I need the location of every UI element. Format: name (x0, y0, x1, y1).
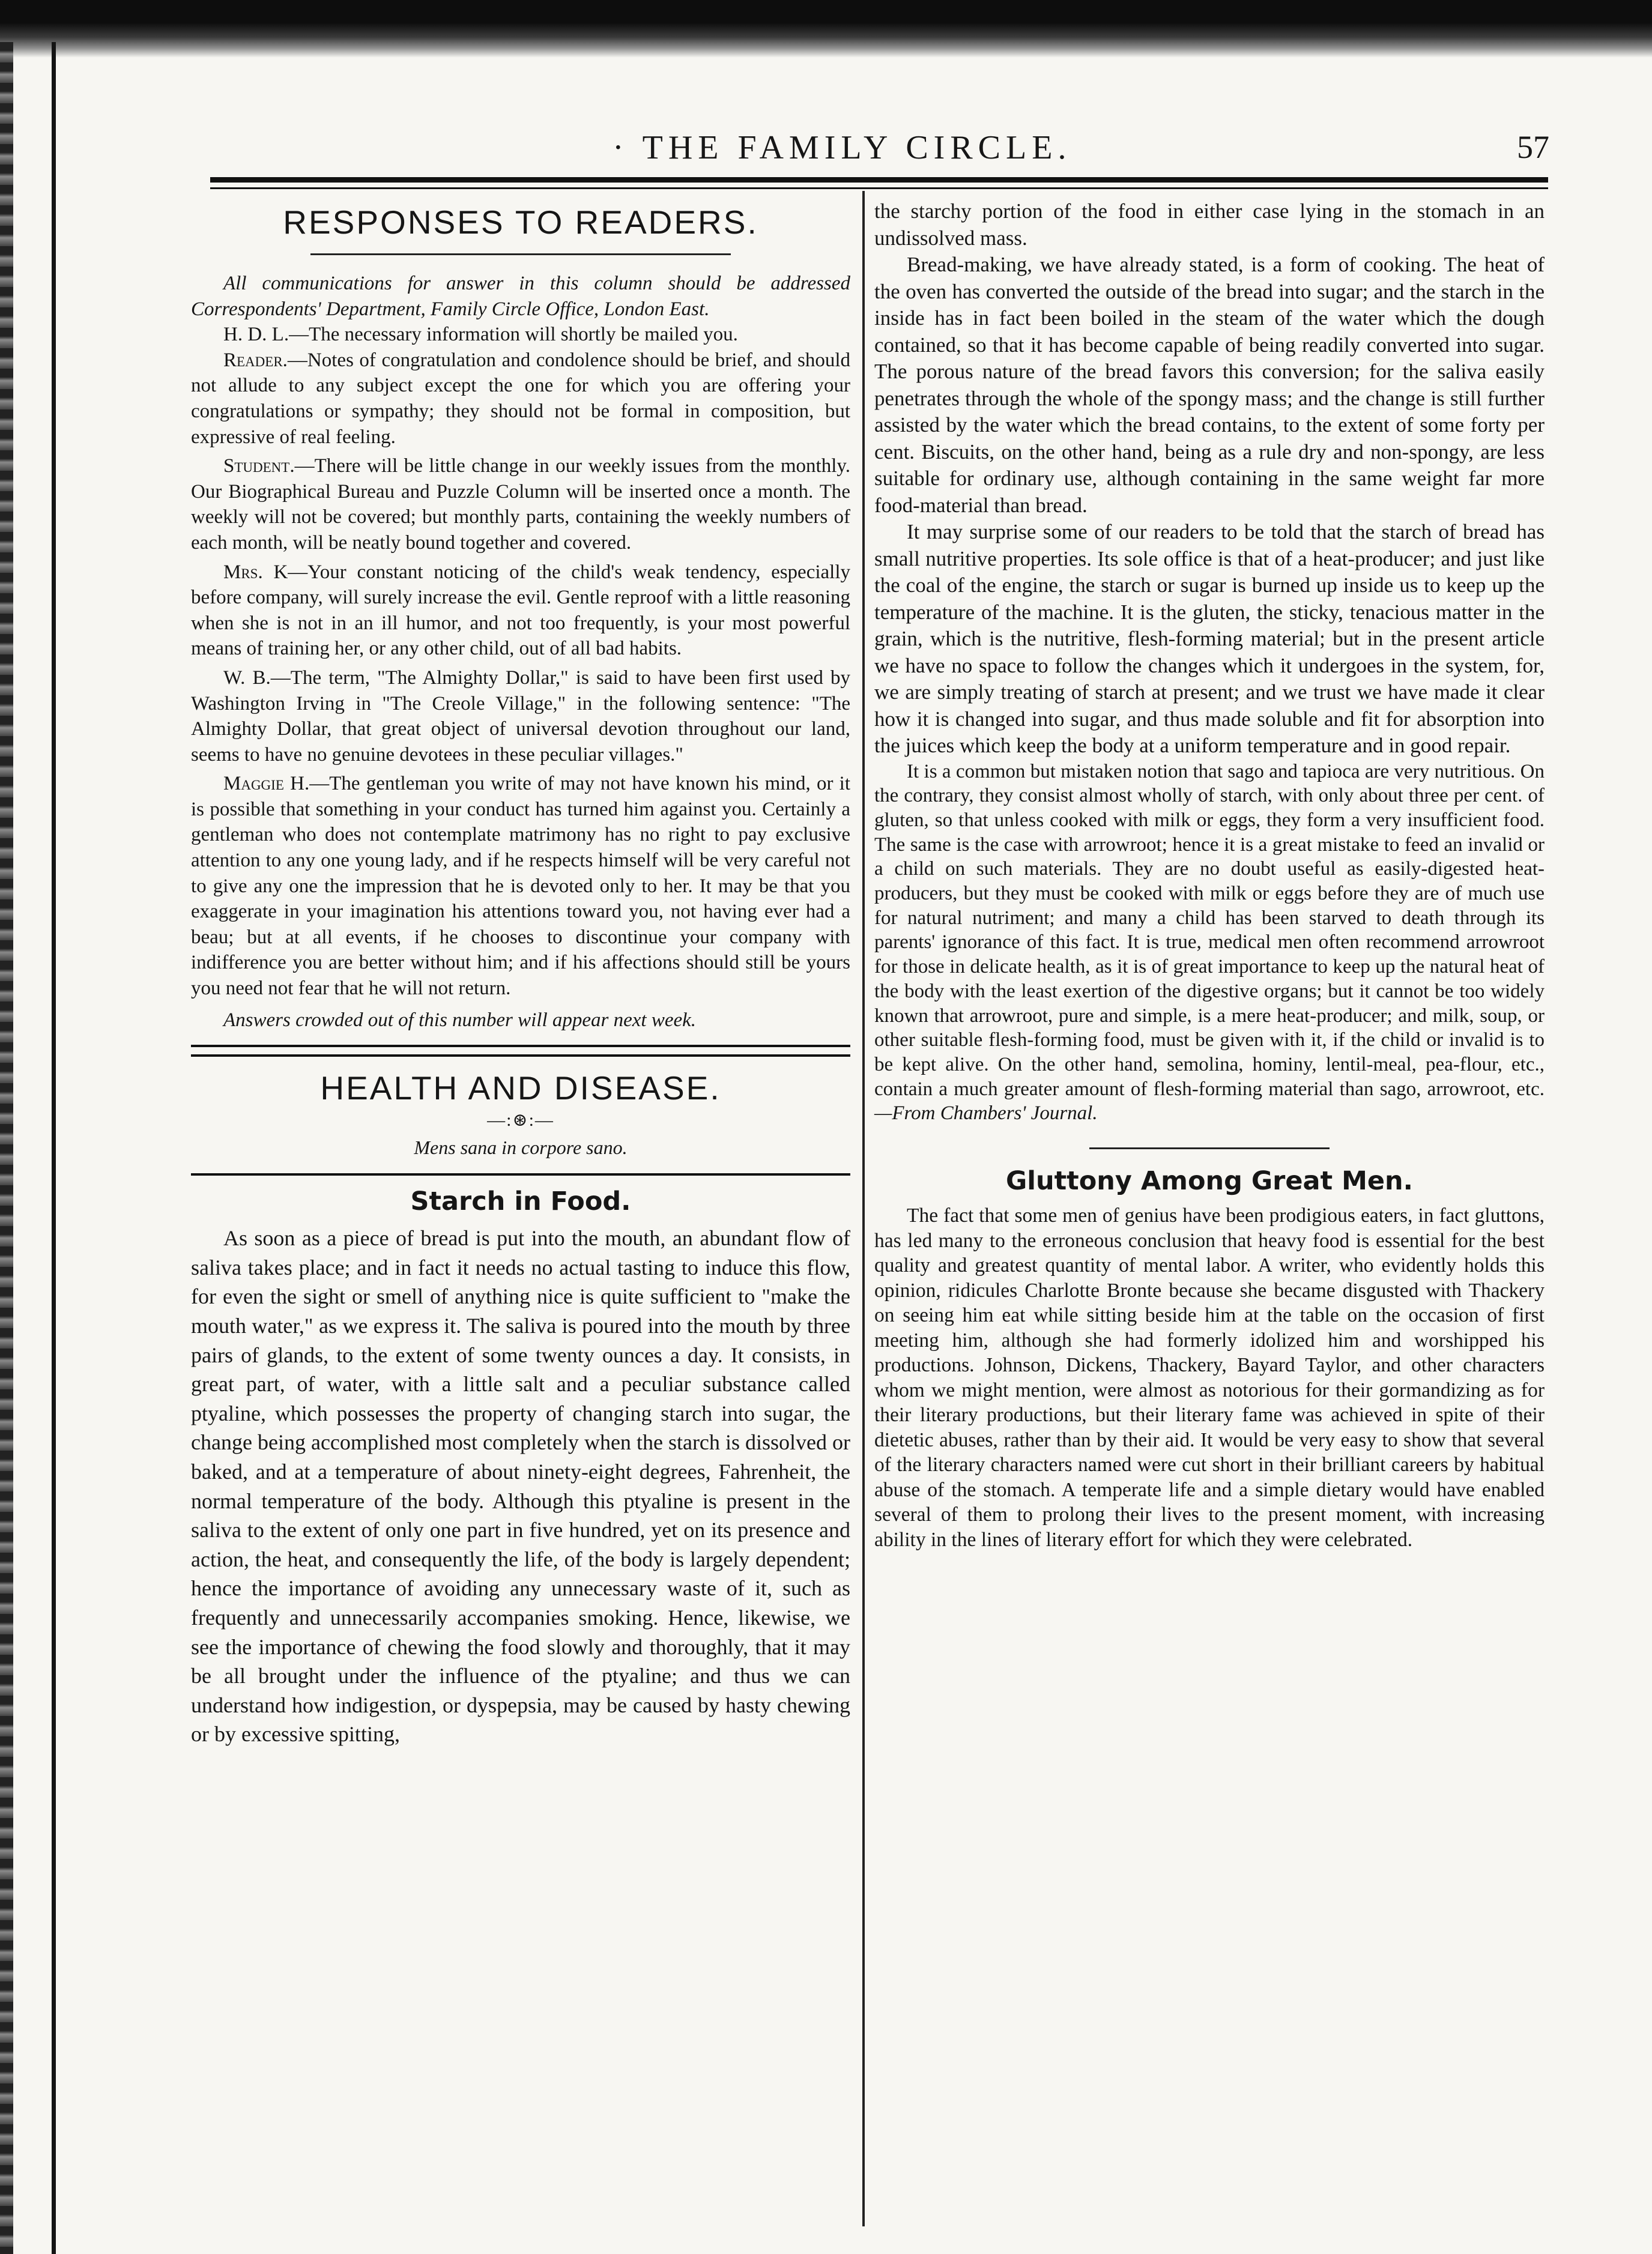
gluttony-paragraph: The fact that some men of genius have been prodigious eaters, in fact gluttons, has led many to the erroneous conclusion that heavy food is essential for the best quality and greatest quantity of mental labor. A writer, who evidently holds this opinion, ridicules Charlotte Bronte because she became disgusted with Thackery on seeing him eat while sitting beside him at the table on the occasion of first meeting him, although she had formerly idolized him and worshipped his productions. Johnson, Dickens, Thackery, Bayard Taylor, and other characters whom we might mention, were almost as notorious for their gormandizing as for their literary productions, but their literary fame was achieved in spite of their dietetic abuses, rather than by their aid. It would be very easy to show that several of the literary characters named were cut short in their brilliant careers by habitual abuse of the stomach. A temperate life and a simple dietary would have enabled several of them to prolong their lives to the present moment, with increasing ability in the lines of literary effort for which they were celebrated. (874, 1204, 1545, 1551)
response-name: Student. (223, 455, 295, 477)
response-wb (191, 665, 850, 767)
binding-shadow (0, 42, 13, 2254)
ornament: —:⊛:— (487, 1110, 554, 1131)
page-number: 57 (1517, 129, 1549, 165)
running-title: · THE FAMILY CIRCLE. (613, 129, 1072, 166)
response-text: —There will be little change in our weekly issues from the monthly. Our Biographical Bureau and Puzzle Column will be inserted once a month. The weekly will not be covered; but monthly parts, containing the weekly numbers of each month, will be neatly bound together and covered. (191, 455, 850, 554)
running-head (192, 128, 1549, 171)
binding-rule (52, 42, 56, 2254)
head-rule (210, 177, 1548, 183)
response-student (191, 453, 850, 555)
response-name: H. D. L. (223, 324, 289, 346)
health-title: HEALTH AND DISEASE. (320, 1069, 721, 1107)
head-rule-thin (210, 187, 1548, 189)
starch-paragraph: As soon as a piece of bread is put into the mouth, an abundant flow of saliva takes place; and in fact it needs no actual tasting to induce this flow, for even the sight or smell of anything nice is quite sufficient to "make the mouth water," as we express it. The saliva is poured into the mouth by three pairs of glands, to the extent of some twenty ounces a day. It consists, in great part, of water, with a little salt and a peculiar substance called ptyaline, which possesses the property of changing starch into sugar, the change being accomplished most completely when the starch is dissolved or baked, and at a temperature of about ninety-eight degrees, Fahrenheit, the normal temperature of the body. Although this ptyaline is present in the saliva to the extent of only one part in five hundred, yet on its presence and action, the heat, and consequently the life, of the body is largely dependent; hence the importance of avoiding any unnecessary waste of it, such as frequently and unnecessarily accompanies smoking. Hence, likewise, we see the importance of chewing the food slowly and thoroughly, that it may be all brought under the influence of the ptyaline; and thus we can understand how indigestion, or dyspepsia, may be caused by hasty chewing or by excessive spitting, (191, 1226, 850, 1747)
starch-title: Starch in Food. (410, 1186, 631, 1217)
right-column (874, 198, 1545, 1552)
responses-intro: All communications for answer in this column should be addressed Correspondents' Department, Family Circle Office, London East. (191, 273, 850, 320)
response-reader (191, 348, 850, 450)
motto: Mens sana in corpore sano. (414, 1137, 628, 1159)
column-divider (862, 191, 865, 2226)
gluttony-title: Gluttony Among Great Men. (1005, 1166, 1413, 1197)
response-name: Maggie H. (223, 773, 310, 795)
starch-paragraph: Bread-making, we have already stated, is a form of cooking. The heat of the oven has converted the outside of the bread into sugar; and the starch in the inside has in fact been boiled in the steam of the water which the dough contained, so that it has become capable of being readily converted into sugar. The porous nature of the bread favors this conversion; for the saliva easily penetrates through the whole of the spongy mass; and the change is still further assisted by the water which the bread contains, to the extent of some forty per cent. Biscuits, on the other hand, being as a rule dry and non-spongy, are less suitable for ordinary use, although containing in the same weight far more food-material than bread. (874, 253, 1545, 517)
response-text: —The necessary information will shortly be mailed you. (289, 324, 738, 346)
section-rule (191, 1045, 850, 1057)
starch-source: —From Chambers' Journal. (874, 1102, 1098, 1125)
motto-rule (191, 1173, 850, 1176)
starch-paragraph-text: It is a common but mistaken notion that sago and tapioca are very nutritious. On the contrary, they consist almost wholly of starch, with only about three per cent. of gluten, so that unless cooked with milk or eggs, they form a very insufficient food. The same is the case with arrowroot; hence it is a great mistake to feed an invalid or a child on such materials. They are no doubt useful as easily-digested heat-producers, but they must be cooked with milk or eggs before they are of much use for natural nutriment; and many a child has been starved to death through its parents' ignorance of this fact. It is true, medical men often recommend arrowroot for those in delicate health, as it is of great importance to keep up the natural heat of the body with the least exertion of the digestive organs; but it cannot be too widely known that arrowroot, pure and simple, is a mere heat-producer; and milk, soup, or other suitable flesh-forming food, must be given with it, if the child or invalid is to be kept alive. On the other hand, semolina, hominy, lentil-meal, pea-flour, etc., contain a much greater amount of flesh-forming material than sago, arrowroot, etc. (874, 760, 1545, 1100)
starch-paragraph (874, 760, 1545, 1126)
response-text: —The gentleman you write of may not have known his mind, or it is possible that something in your conduct has turned him against you. Certainly a gentleman who does not contemplate matrimony has no right to pay exclusive attention to any one young lady, and if he respects himself will be very careful not to give any one the impression that he is devoted only to her. It may be that you exaggerate in your imagination his attentions toward you, not having ever had a beau; but at all events, if he chooses to discontinue your company with indifference you are better without him; and if his affections should still be yours you need not fear that he will not return. (191, 773, 851, 1000)
crowded-note: Answers crowded out of this number will appear next week. (223, 1009, 697, 1031)
starch-paragraph-continued: the starchy portion of the food in either case lying in the stomach in an undissolved mass. (874, 199, 1545, 250)
response-text: —The term, "The Almighty Dollar," is said to have been first used by Washington Irving in "The Creole Village," in the following sentence: "The Almighty Dollar, that great object of universal devotion throughout our land, seems to have no genuine devotees in these peculiar villages." (191, 666, 850, 766)
starch-paragraph: It may surprise some of our readers to be told that the starch of bread has small nutritive properties. Its sole office is that of a heat-producer; and just like the coal of the engine, the starch or sugar is burned up inside us to keep up the temperature of the machine. It is the gluten, the sticky, tenacious matter in the grain, which is the nutritive, flesh-forming material; but in the present article we have no space to follow the changes which it undergoes in the system, for, we are simply treating of starch at present; and we trust we have made it clear how it is changed into sugar, and thus made soluble and fit for absorption into the juices which keep the body at a uniform temperature and in good repair. (874, 520, 1545, 757)
response-hdl (191, 322, 850, 348)
response-name: Mrs. K (223, 561, 288, 583)
page-top-edge (0, 0, 1652, 58)
title-rule (310, 253, 731, 255)
response-text: —Notes of congratulation and condolence should be brief, and should not allude to any subject except the one for which you are offering your congratulations or sympathy; they should not be formal in composition, but expressive of real feeling. (191, 349, 850, 448)
response-name: W. B. (223, 666, 271, 689)
responses-title: RESPONSES TO READERS. (283, 204, 758, 241)
response-mrs-k (191, 560, 850, 662)
response-text: —Your constant noticing of the child's weak tendency, especially before company, will surely increase the evil. Gentle reproof with a little reasoning when she is not in an ill humor, and not too frequently, is your most powerful means of training her, or any other child, out of all bad habits. (191, 561, 851, 660)
article-rule (1089, 1147, 1330, 1149)
response-maggie (191, 771, 850, 1001)
response-name: Reader. (223, 349, 288, 371)
left-column (191, 198, 850, 1749)
